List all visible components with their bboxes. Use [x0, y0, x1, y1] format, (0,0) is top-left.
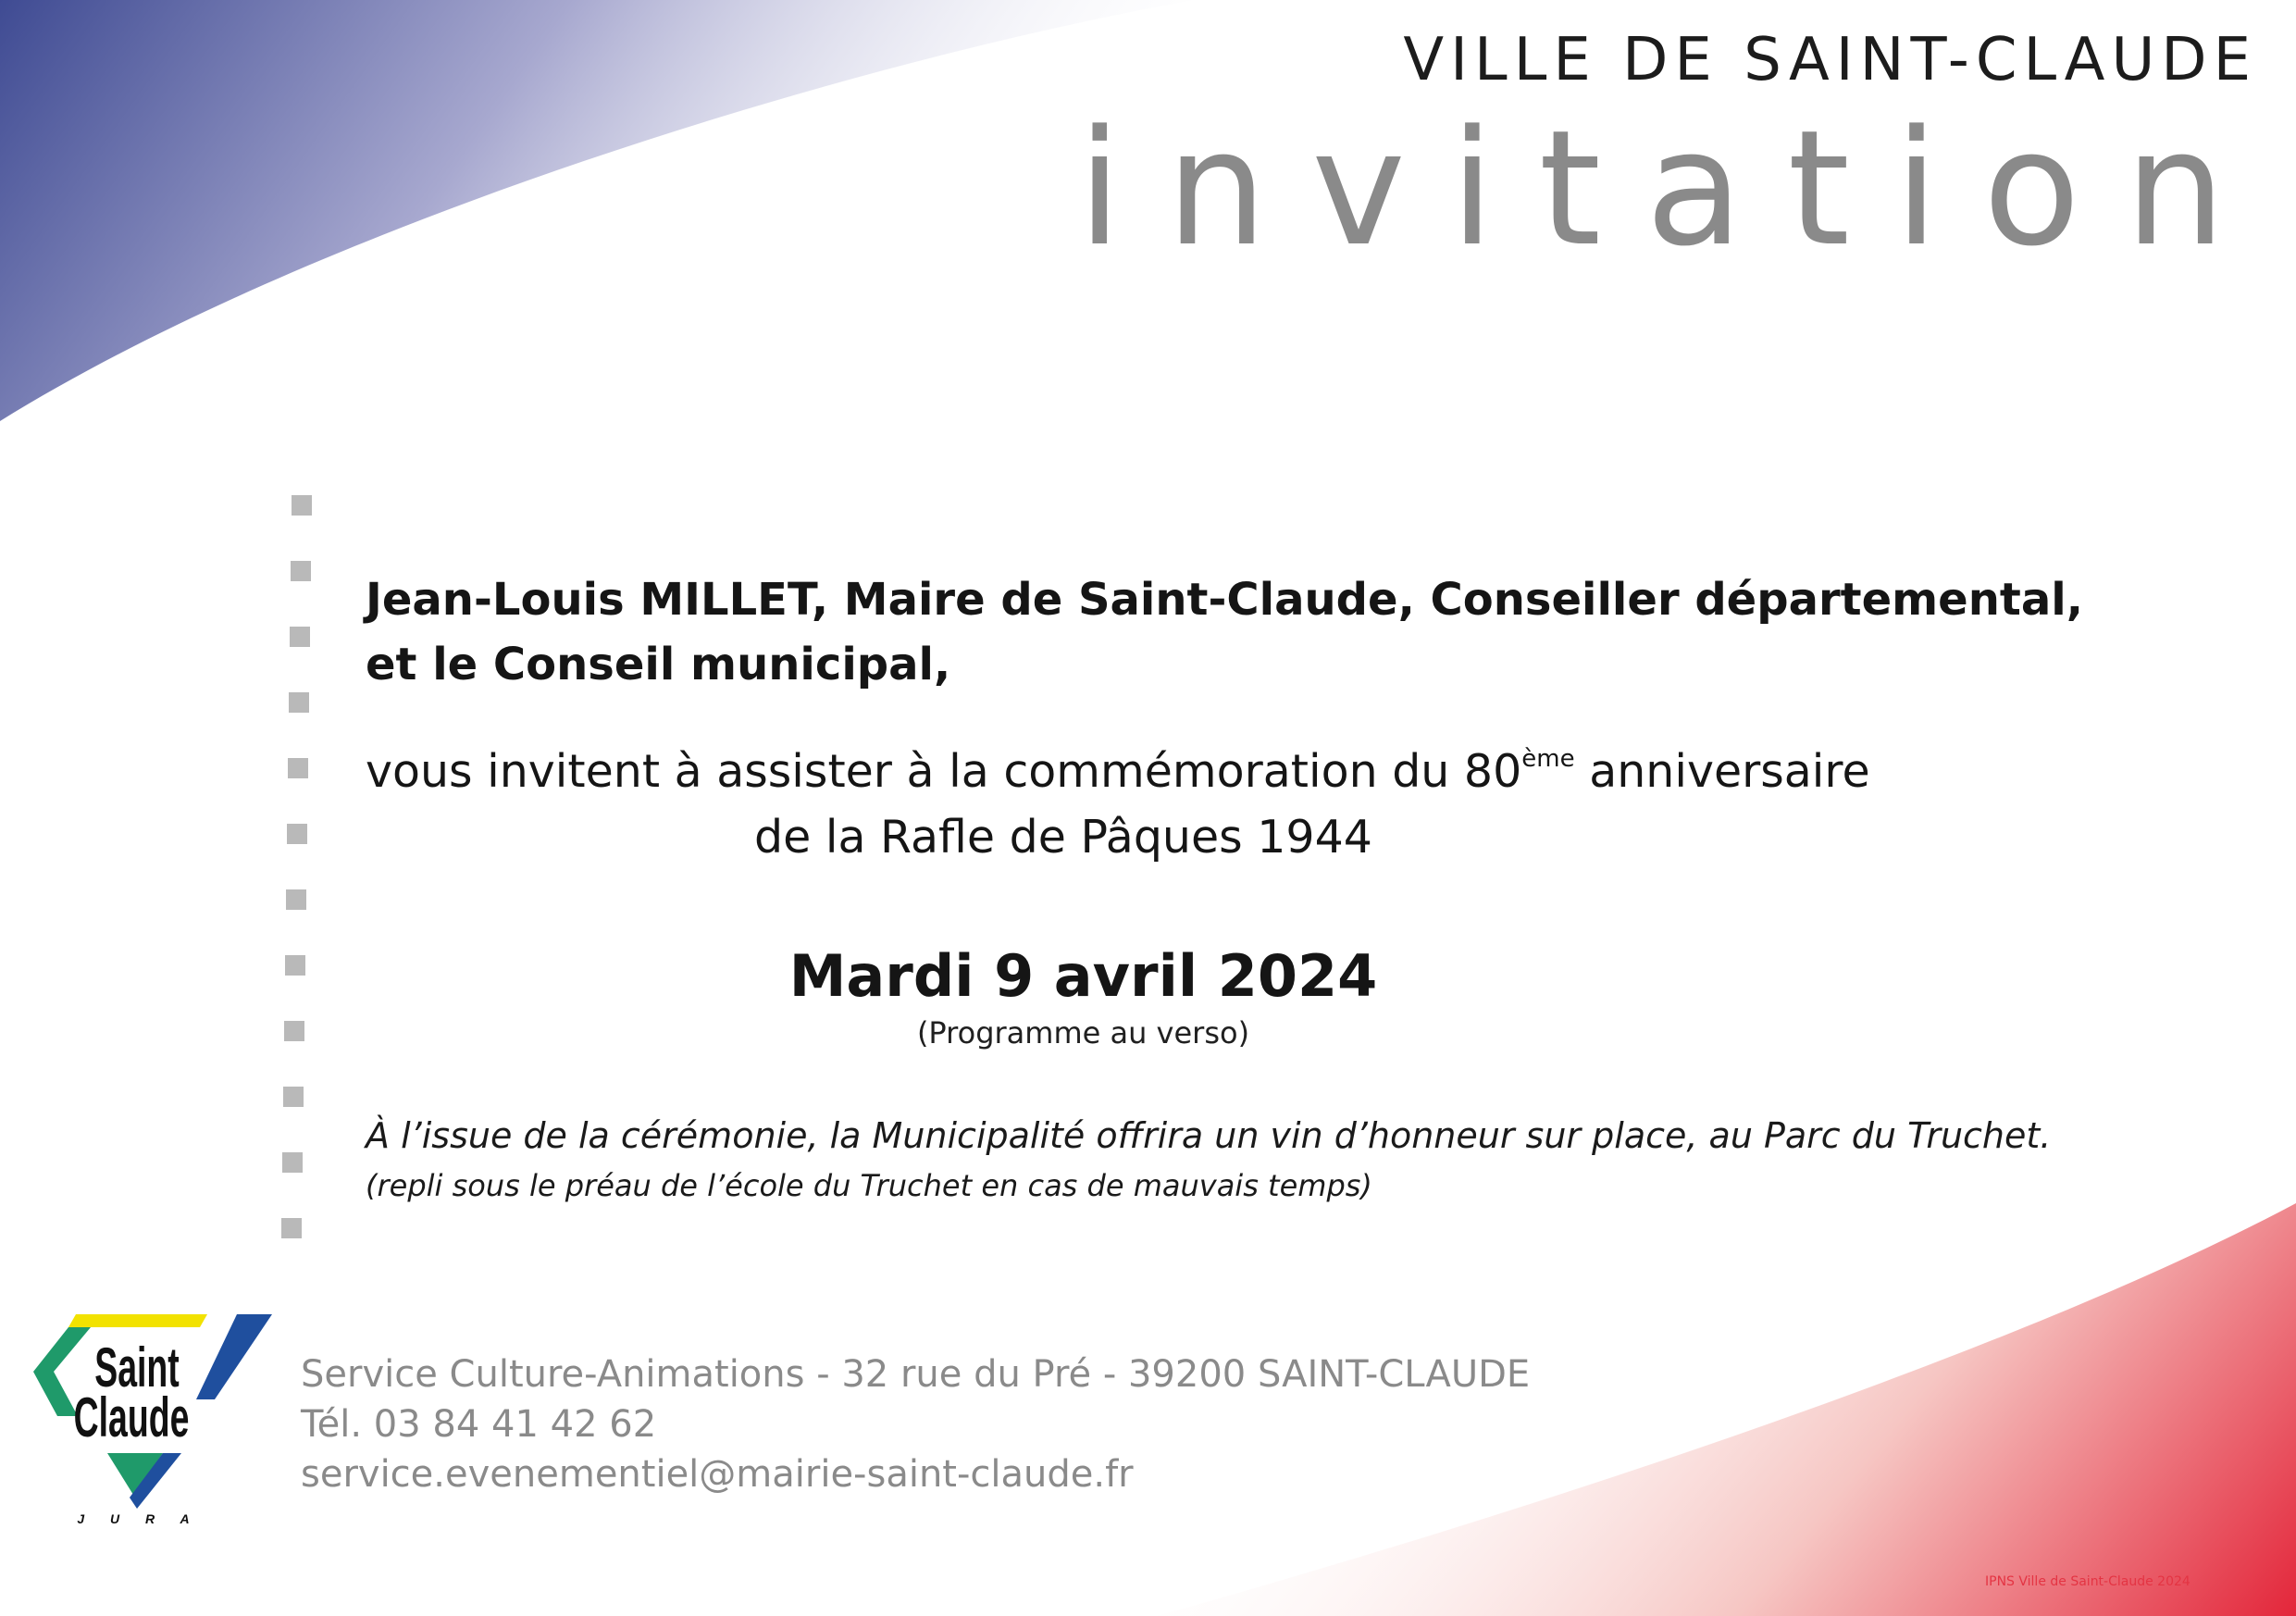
dot	[287, 824, 307, 844]
dot	[283, 1087, 304, 1107]
event-date: Mardi 9 avril 2024	[788, 942, 1378, 1010]
dot	[290, 627, 310, 647]
invitation-line-2: de la Rafle de Pâques 1944	[754, 811, 1372, 864]
blue-swoosh	[0, 0, 1194, 421]
ordinal-superscript: ème	[1521, 745, 1575, 773]
dot	[288, 758, 308, 778]
invitation-line-1	[366, 745, 1870, 798]
reception-note: À l’issue de la cérémonie, la Municipalité offrira un vin d’honneur sur place, au Parc du Truchet.	[366, 1115, 2052, 1156]
invitation-line-1-suffix: anniversaire	[1574, 745, 1870, 798]
dot	[289, 692, 309, 713]
host-line-1: Jean-Louis MILLET, Maire de Saint-Claude, Conseiller départemental,	[366, 574, 2083, 626]
dot	[291, 561, 311, 581]
contact-email[interactable]: service.evenementiel@mairie-saint-claude.fr	[301, 1453, 1134, 1496]
dot	[282, 1152, 303, 1173]
red-swoosh	[1157, 1203, 2296, 1616]
fallback-note: (repli sous le préau de l’école du Truchet en cas de mauvais temps)	[366, 1168, 1372, 1203]
logo-text-claude: Claude	[73, 1386, 190, 1449]
saint-claude-logo	[33, 1314, 276, 1533]
dot	[292, 495, 312, 516]
contact-address: Service Culture-Animations - 32 rue du Pré - 39200 SAINT-CLAUDE	[301, 1353, 1531, 1396]
logo-text-jura: J U R A	[77, 1511, 201, 1526]
host-line-2: et le Conseil municipal,	[366, 639, 951, 690]
dot	[281, 1218, 302, 1238]
logo-blue-right	[196, 1314, 272, 1399]
ipns-footer: IPNS Ville de Saint-Claude 2024	[1985, 1574, 2191, 1589]
contact-phone: Tél. 03 84 41 42 62	[301, 1403, 657, 1446]
city-title: VILLE DE SAINT-CLAUDE	[1403, 26, 2257, 94]
invitation-heading: invitation	[1077, 95, 2270, 281]
logo-text-saint: Saint	[94, 1336, 180, 1399]
program-note: (Programme au verso)	[916, 1015, 1250, 1050]
logo-yellow-band	[68, 1314, 207, 1327]
invitation-line-1-prefix: vous invitent à assister à la commémoration du 80	[366, 745, 1522, 798]
dot	[286, 889, 306, 910]
